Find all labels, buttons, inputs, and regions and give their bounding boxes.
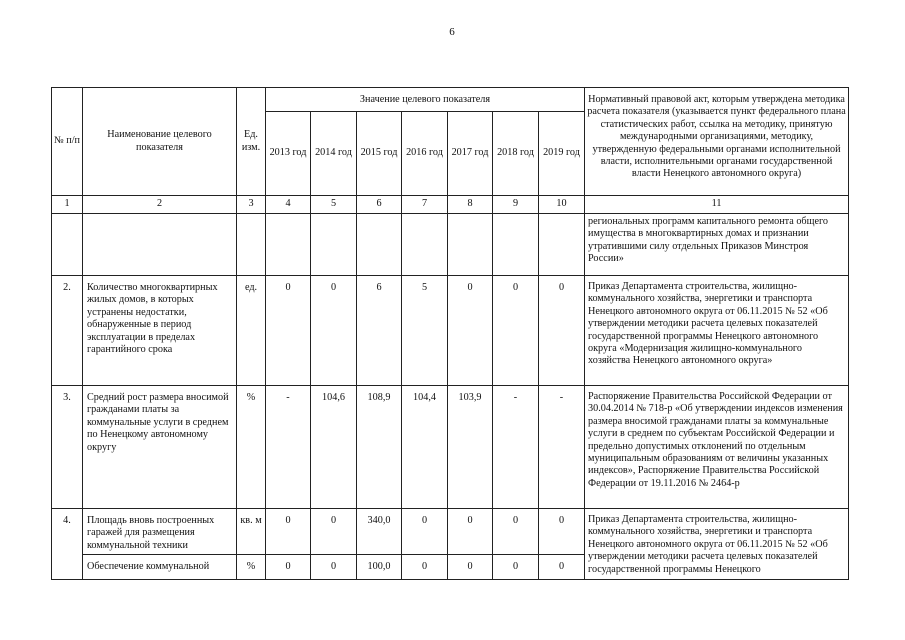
- row-value: [539, 214, 585, 276]
- row-name: Обеспечение коммунальной: [83, 555, 237, 580]
- row-name: [83, 214, 237, 276]
- row-name: Площадь вновь построенных гаражей для размещения коммунальной техники: [83, 509, 237, 555]
- row-unit: %: [237, 386, 266, 509]
- row-unit: кв. м: [237, 509, 266, 555]
- column-number: 8: [448, 196, 493, 214]
- row-value: 0: [539, 509, 585, 555]
- row-value: 0: [448, 509, 493, 555]
- row-value: 0: [402, 555, 448, 580]
- row-value: 0: [493, 276, 539, 386]
- row-value: -: [539, 386, 585, 509]
- row-value: 0: [493, 555, 539, 580]
- header-name: Наименование целевого показателя: [83, 88, 237, 196]
- row-value: 0: [311, 555, 357, 580]
- row-value: [311, 214, 357, 276]
- row-value: 100,0: [357, 555, 402, 580]
- row-value: 0: [402, 509, 448, 555]
- header-year: 2014 год: [311, 112, 357, 196]
- row-unit: ед.: [237, 276, 266, 386]
- row-unit: %: [237, 555, 266, 580]
- row-value: 0: [539, 555, 585, 580]
- column-number: 10: [539, 196, 585, 214]
- row-name: Средний рост размера вносимой гражданами платы за коммунальные услуги в среднем по Ненецкому автономному округу: [83, 386, 237, 509]
- row-value: [448, 214, 493, 276]
- row-normative-act: Приказ Департамента строительства, жилищно-коммунального хозяйства, энергетики и транспорта Ненецкого автономного округа от 06.11.2015 № 52 «Об утверждении методики расчета целевых показателей государственной программы Ненецкого: [585, 509, 849, 580]
- header-num: № п/п: [52, 88, 83, 196]
- row-value: 108,9: [357, 386, 402, 509]
- row-value: 0: [448, 276, 493, 386]
- row-name: Количество многоквартирных жилых домов, в которых устранены недостатки, обнаруженные в период эксплуатации в пределах гарантийного срока: [83, 276, 237, 386]
- row-value: [266, 214, 311, 276]
- row-num: [52, 214, 83, 276]
- row-value: 104,6: [311, 386, 357, 509]
- column-number: 11: [585, 196, 849, 214]
- column-number: 6: [357, 196, 402, 214]
- header-year: 2018 год: [493, 112, 539, 196]
- header-year: 2016 год: [402, 112, 448, 196]
- column-number: 1: [52, 196, 83, 214]
- target-indicators-table: [51, 87, 849, 580]
- page-number: 6: [449, 26, 455, 38]
- row-normative-act: региональных программ капитального ремонта общего имущества в многоквартирных домах и признании утратившими силу отдельных Приказов Минстроя России»: [585, 214, 849, 276]
- header-year: 2013 год: [266, 112, 311, 196]
- table-row: [52, 276, 849, 386]
- column-number: 9: [493, 196, 539, 214]
- row-value: 6: [357, 276, 402, 386]
- row-normative-act: Распоряжение Правительства Российской Федерации от 30.04.2014 № 718-р «Об утверждении индексов изменения размера вносимой гражданами платы за коммунальные услуги в среднем по субъектам Российской Федерации и предельно допустимых отклонений по отдельным муниципальным образованиям от величины указанных индексов», Распоряжение Правительства Российской Федерации от 19.11.2016 № 2464-р: [585, 386, 849, 509]
- row-value: 0: [311, 509, 357, 555]
- row-num: 3.: [52, 386, 83, 509]
- row-value: 104,4: [402, 386, 448, 509]
- row-value: 0: [493, 509, 539, 555]
- column-number: 5: [311, 196, 357, 214]
- row-value: 0: [266, 555, 311, 580]
- row-value: 0: [266, 276, 311, 386]
- header-year: 2017 год: [448, 112, 493, 196]
- header-year: 2019 год: [539, 112, 585, 196]
- column-number: 3: [237, 196, 266, 214]
- header-unit: Ед. изм.: [237, 88, 266, 196]
- row-value: 340,0: [357, 509, 402, 555]
- table-row: [52, 386, 849, 509]
- row-value: -: [266, 386, 311, 509]
- row-num: 2.: [52, 276, 83, 386]
- row-normative-act: Приказ Департамента строительства, жилищно-коммунального хозяйства, энергетики и транспорта Ненецкого автономного округа от 06.11.2015 № 52 «Об утверждении методики расчета целевых показателей государственной программы Ненецкого автономного округа «Модернизация жилищно-коммунального хозяйства Ненецкого автономного округа»: [585, 276, 849, 386]
- table-row: [52, 214, 849, 276]
- row-value: 103,9: [448, 386, 493, 509]
- row-num: 4.: [52, 509, 83, 580]
- row-value: 0: [311, 276, 357, 386]
- row-value: 0: [266, 509, 311, 555]
- column-number: 2: [83, 196, 237, 214]
- row-value: 0: [539, 276, 585, 386]
- row-value: [357, 214, 402, 276]
- row-value: [493, 214, 539, 276]
- row-value: -: [493, 386, 539, 509]
- table-row: [52, 509, 849, 555]
- row-unit: [237, 214, 266, 276]
- column-number: 7: [402, 196, 448, 214]
- header-year: 2015 год: [357, 112, 402, 196]
- column-number: 4: [266, 196, 311, 214]
- row-value: [402, 214, 448, 276]
- header-normative-act: Нормативный правовой акт, которым утверждена методика расчета показателя (указывается пункт федерального плана статистических работ, ссылка на методику, принятую международными организациями, методику, утвержденную федеральными органами исполнительной власти, исполнительными органами государственной власти Ненецкого автономного округа): [585, 88, 849, 196]
- row-value: 5: [402, 276, 448, 386]
- header-target-values: Значение целевого показателя: [266, 88, 585, 112]
- row-value: 0: [448, 555, 493, 580]
